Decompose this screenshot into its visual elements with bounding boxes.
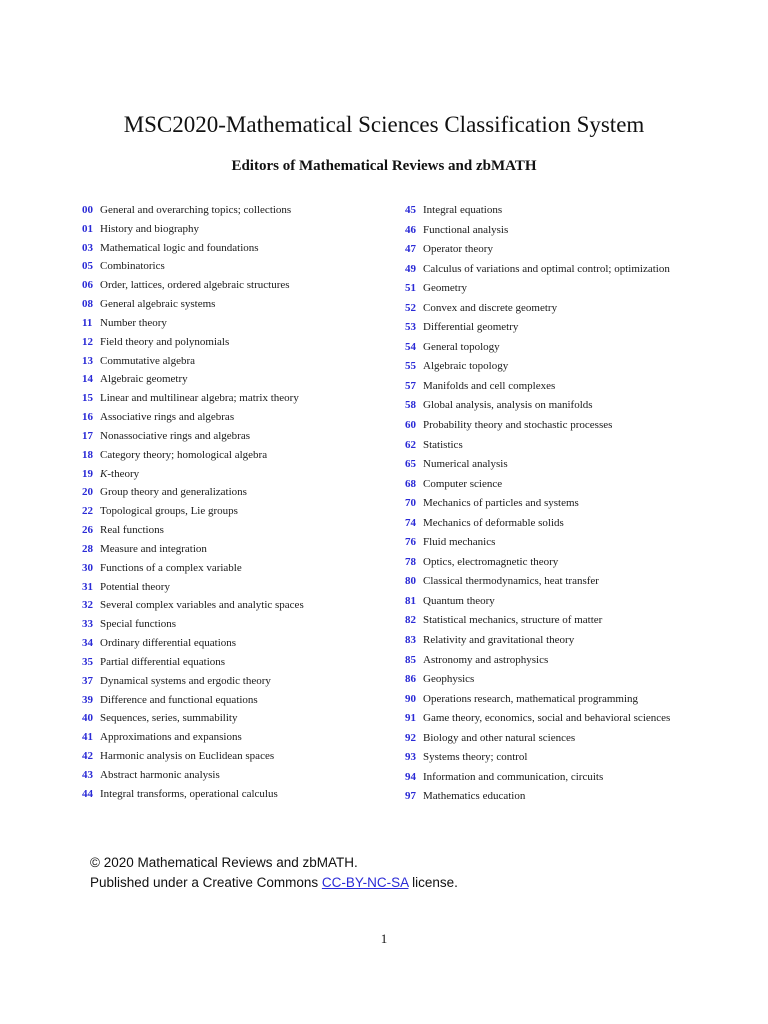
msc-entry: [82, 392, 400, 411]
msc-topic: Fluid mechanics: [423, 536, 496, 549]
msc-code: 06: [82, 279, 93, 292]
msc-code: 65: [405, 458, 416, 471]
msc-code: 05: [82, 260, 93, 273]
license-link[interactable]: CC-BY-NC-SA: [321, 875, 409, 890]
msc-entry: [405, 556, 745, 576]
msc-topic: Operations research, mathematical programming: [423, 692, 639, 705]
msc-code: 51: [405, 282, 416, 295]
msc-entry: [82, 242, 400, 261]
msc-code: 52: [405, 301, 416, 314]
msc-entry: [82, 618, 400, 637]
msc-topic: Associative rings and algebras: [100, 411, 235, 424]
msc-entry: [82, 411, 400, 430]
msc-code: 22: [82, 505, 93, 518]
msc-topic: Game theory, economics, social and behavioral sciences: [423, 712, 671, 725]
msc-entry: [405, 751, 745, 771]
msc-code: 32: [82, 599, 93, 612]
license-suffix: license.: [408, 875, 458, 890]
msc-entry: [405, 654, 745, 674]
msc-code: 93: [405, 751, 416, 764]
document-subtitle: Editors of Mathematical Reviews and zbMATH: [231, 158, 537, 174]
msc-entry: [405, 790, 745, 810]
msc-topic: Ordinary differential equations: [100, 637, 237, 650]
msc-topic: Algebraic topology: [423, 360, 509, 373]
msc-topic: Mathematical logic and foundations: [100, 241, 259, 254]
msc-code: 94: [405, 770, 416, 783]
msc-topic: Information and communication, circuits: [423, 770, 604, 783]
msc-entry: [82, 336, 400, 355]
msc-topic: Field theory and polynomials: [100, 335, 230, 348]
msc-entry: [405, 478, 745, 498]
msc-code: 14: [82, 373, 93, 386]
msc-code: 47: [405, 243, 416, 256]
msc-code: 46: [405, 223, 416, 236]
msc-entry: [82, 223, 400, 242]
msc-entry: [82, 694, 400, 713]
msc-entry: [82, 562, 400, 581]
msc-entry: [405, 224, 745, 244]
msc-topic: Sequences, series, summability: [100, 712, 238, 725]
msc-code: 82: [405, 614, 416, 627]
msc-entry: [405, 263, 745, 283]
msc-entry: [82, 204, 400, 223]
msc-entry: [405, 439, 745, 459]
msc-topic: Number theory: [100, 316, 167, 329]
msc-topic: Relativity and gravitational theory: [423, 634, 575, 647]
msc-entry: [405, 536, 745, 556]
msc-topic: Algebraic geometry: [100, 373, 188, 386]
msc-entry: [82, 675, 400, 694]
msc-entry: [82, 524, 400, 543]
footer: [90, 853, 458, 893]
msc-topic: Difference and functional equations: [100, 693, 258, 706]
msc-topic: Astronomy and astrophysics: [423, 653, 549, 666]
msc-topic: Linear and multilinear algebra; matrix theory: [100, 392, 299, 405]
msc-code: 28: [82, 542, 93, 555]
msc-code: 37: [82, 674, 93, 687]
msc-topic: K-theory: [100, 467, 140, 480]
page-number: 1: [380, 931, 388, 946]
msc-code: 43: [82, 768, 93, 781]
msc-code: 08: [82, 298, 93, 311]
msc-topic: General algebraic systems: [100, 298, 216, 311]
msc-topic: Approximations and expansions: [100, 731, 242, 744]
msc-topic: Geometry: [423, 282, 467, 295]
msc-code: 11: [82, 316, 93, 329]
msc-entry: [405, 614, 745, 634]
msc-entry: [82, 486, 400, 505]
right-column-list: [405, 204, 745, 810]
msc-entry: [82, 769, 400, 788]
msc-topic: Harmonic analysis on Euclidean spaces: [100, 750, 275, 763]
copyright-line: © 2020 Mathematical Reviews and zbMATH.: [90, 855, 358, 870]
msc-topic: Geophysics: [423, 673, 475, 686]
msc-entry: [82, 712, 400, 731]
msc-topic: Abstract harmonic analysis: [100, 768, 220, 781]
license-prefix: Published under a Creative Commons: [90, 875, 322, 890]
msc-topic: Partial differential equations: [100, 655, 226, 668]
msc-topic: Operator theory: [423, 243, 493, 256]
msc-topic: Integral equations: [423, 204, 503, 216]
msc-topic: Mechanics of particles and systems: [423, 497, 579, 510]
msc-code: 91: [405, 712, 416, 725]
msc-topic: General topology: [423, 340, 500, 353]
msc-code: 15: [82, 392, 93, 405]
msc-topic: Functional analysis: [423, 223, 509, 236]
msc-topic: Systems theory; control: [423, 751, 528, 764]
msc-code: 16: [82, 411, 93, 424]
msc-topic: Functions of a complex variable: [100, 561, 242, 574]
msc-entry: [405, 517, 745, 537]
msc-entry: [405, 497, 745, 517]
msc-code: 53: [405, 321, 416, 334]
msc-code: 90: [405, 692, 416, 705]
msc-code: 62: [405, 438, 416, 451]
msc-code: 74: [405, 516, 416, 529]
msc-topic: Commutative algebra: [100, 354, 195, 367]
msc-code: 86: [405, 673, 416, 686]
msc-topic: Group theory and generalizations: [100, 486, 247, 499]
msc-entry: [82, 543, 400, 562]
msc-code: 92: [405, 731, 416, 744]
msc-code: 34: [82, 637, 93, 650]
msc-topic: Special functions: [100, 618, 177, 631]
msc-entry: [405, 302, 745, 322]
msc-topic: Quantum theory: [423, 594, 495, 607]
msc-entry: [82, 731, 400, 750]
msc-topic: Topological groups, Lie groups: [100, 505, 238, 518]
msc-entry: [405, 204, 745, 224]
msc-entry: [82, 505, 400, 524]
msc-topic: Differential geometry: [423, 321, 519, 334]
msc-code: 44: [82, 787, 93, 800]
msc-topic: Measure and integration: [100, 542, 207, 555]
msc-entry: [405, 399, 745, 419]
msc-code: 26: [82, 524, 93, 537]
msc-entry: [82, 637, 400, 656]
msc-code: 57: [405, 379, 416, 392]
msc-code: 60: [405, 419, 416, 432]
msc-topic: Dynamical systems and ergodic theory: [100, 674, 271, 687]
msc-code: 19: [82, 467, 93, 480]
msc-topic: Numerical analysis: [423, 458, 508, 471]
msc-code: 49: [405, 262, 416, 275]
msc-topic: Mathematics education: [423, 790, 526, 803]
msc-topic: History and biography: [100, 222, 199, 235]
msc-entry: [405, 341, 745, 361]
msc-topic: Integral transforms, operational calculus: [100, 787, 278, 800]
msc-topic: Calculus of variations and optimal control; optimization: [423, 262, 670, 275]
msc-topic: Combinatorics: [100, 260, 165, 273]
msc-topic: Several complex variables and analytic spaces: [100, 599, 304, 612]
msc-code: 83: [405, 634, 416, 647]
msc-entry: [82, 279, 400, 298]
msc-topic: Global analysis, analysis on manifolds: [423, 399, 593, 412]
msc-code: 55: [405, 360, 416, 373]
msc-entry: [82, 260, 400, 279]
msc-code: 45: [405, 204, 416, 216]
msc-code: 35: [82, 655, 93, 668]
msc-topic: Biology and other natural sciences: [423, 731, 576, 744]
msc-entry: [405, 282, 745, 302]
msc-entry: [82, 599, 400, 618]
msc-code: 78: [405, 555, 416, 568]
msc-code: 03: [82, 241, 93, 254]
msc-topic: Probability theory and stochastic processes: [423, 419, 613, 432]
msc-entry: [405, 419, 745, 439]
msc-code: 68: [405, 477, 416, 490]
msc-entry: [405, 634, 745, 654]
msc-code: 81: [405, 594, 416, 607]
msc-code: 20: [82, 486, 93, 499]
msc-entry: [405, 673, 745, 693]
msc-entry: [82, 468, 400, 487]
msc-entry: [405, 360, 745, 380]
msc-code: 12: [82, 335, 93, 348]
msc-topic: Optics, electromagnetic theory: [423, 555, 559, 568]
msc-code: 31: [82, 580, 93, 593]
msc-topic: Computer science: [423, 477, 503, 490]
msc-entry: [82, 298, 400, 317]
msc-entry: [405, 380, 745, 400]
msc-code: 42: [82, 750, 93, 763]
msc-code: 13: [82, 354, 93, 367]
msc-code: 58: [405, 399, 416, 412]
msc-entry: [82, 355, 400, 374]
msc-entry: [405, 771, 745, 791]
msc-entry: [82, 788, 400, 807]
msc-topic: Order, lattices, ordered algebraic structures: [100, 279, 290, 292]
msc-code: 85: [405, 653, 416, 666]
msc-topic: General and overarching topics; collections: [100, 204, 292, 216]
msc-entry: [82, 317, 400, 336]
msc-topic: Classical thermodynamics, heat transfer: [423, 575, 599, 588]
msc-entry: [405, 732, 745, 752]
msc-entry: [405, 243, 745, 263]
document-title: MSC2020-Mathematical Sciences Classification System: [123, 112, 645, 137]
msc-topic: Mechanics of deformable solids: [423, 516, 564, 529]
msc-topic: Real functions: [100, 524, 164, 537]
msc-code: 76: [405, 536, 416, 549]
msc-entry: [405, 712, 745, 732]
msc-entry: [405, 321, 745, 341]
msc-code: 80: [405, 575, 416, 588]
msc-entry: [405, 595, 745, 615]
msc-entry: [405, 575, 745, 595]
msc-entry: [82, 750, 400, 769]
msc-entry: [405, 693, 745, 713]
msc-topic: Statistics: [423, 438, 463, 451]
msc-code: 00: [82, 204, 93, 216]
msc-entry: [82, 449, 400, 468]
msc-topic: Category theory; homological algebra: [100, 448, 268, 461]
msc-topic: Manifolds and cell complexes: [423, 379, 556, 392]
msc-entry: [82, 430, 400, 449]
msc-code: 33: [82, 618, 93, 631]
msc-entry: [405, 458, 745, 478]
msc-code: 41: [82, 731, 93, 744]
msc-code: 97: [405, 790, 416, 803]
msc-entry: [82, 373, 400, 392]
msc-topic: Potential theory: [100, 580, 170, 593]
left-column-list: [82, 204, 400, 807]
msc-code: 54: [405, 340, 416, 353]
msc-topic: Nonassociative rings and algebras: [100, 429, 250, 442]
msc-code: 70: [405, 497, 416, 510]
msc-code: 18: [82, 448, 93, 461]
msc-topic: Statistical mechanics, structure of matter: [423, 614, 603, 627]
msc-code: 17: [82, 429, 93, 442]
msc-code: 01: [82, 222, 93, 235]
license-line: [90, 873, 458, 893]
msc-code: 30: [82, 561, 93, 574]
msc-topic: Convex and discrete geometry: [423, 301, 558, 314]
msc-code: 39: [82, 693, 93, 706]
msc-entry: [82, 656, 400, 675]
msc-entry: [82, 581, 400, 600]
msc-code: 40: [82, 712, 93, 725]
